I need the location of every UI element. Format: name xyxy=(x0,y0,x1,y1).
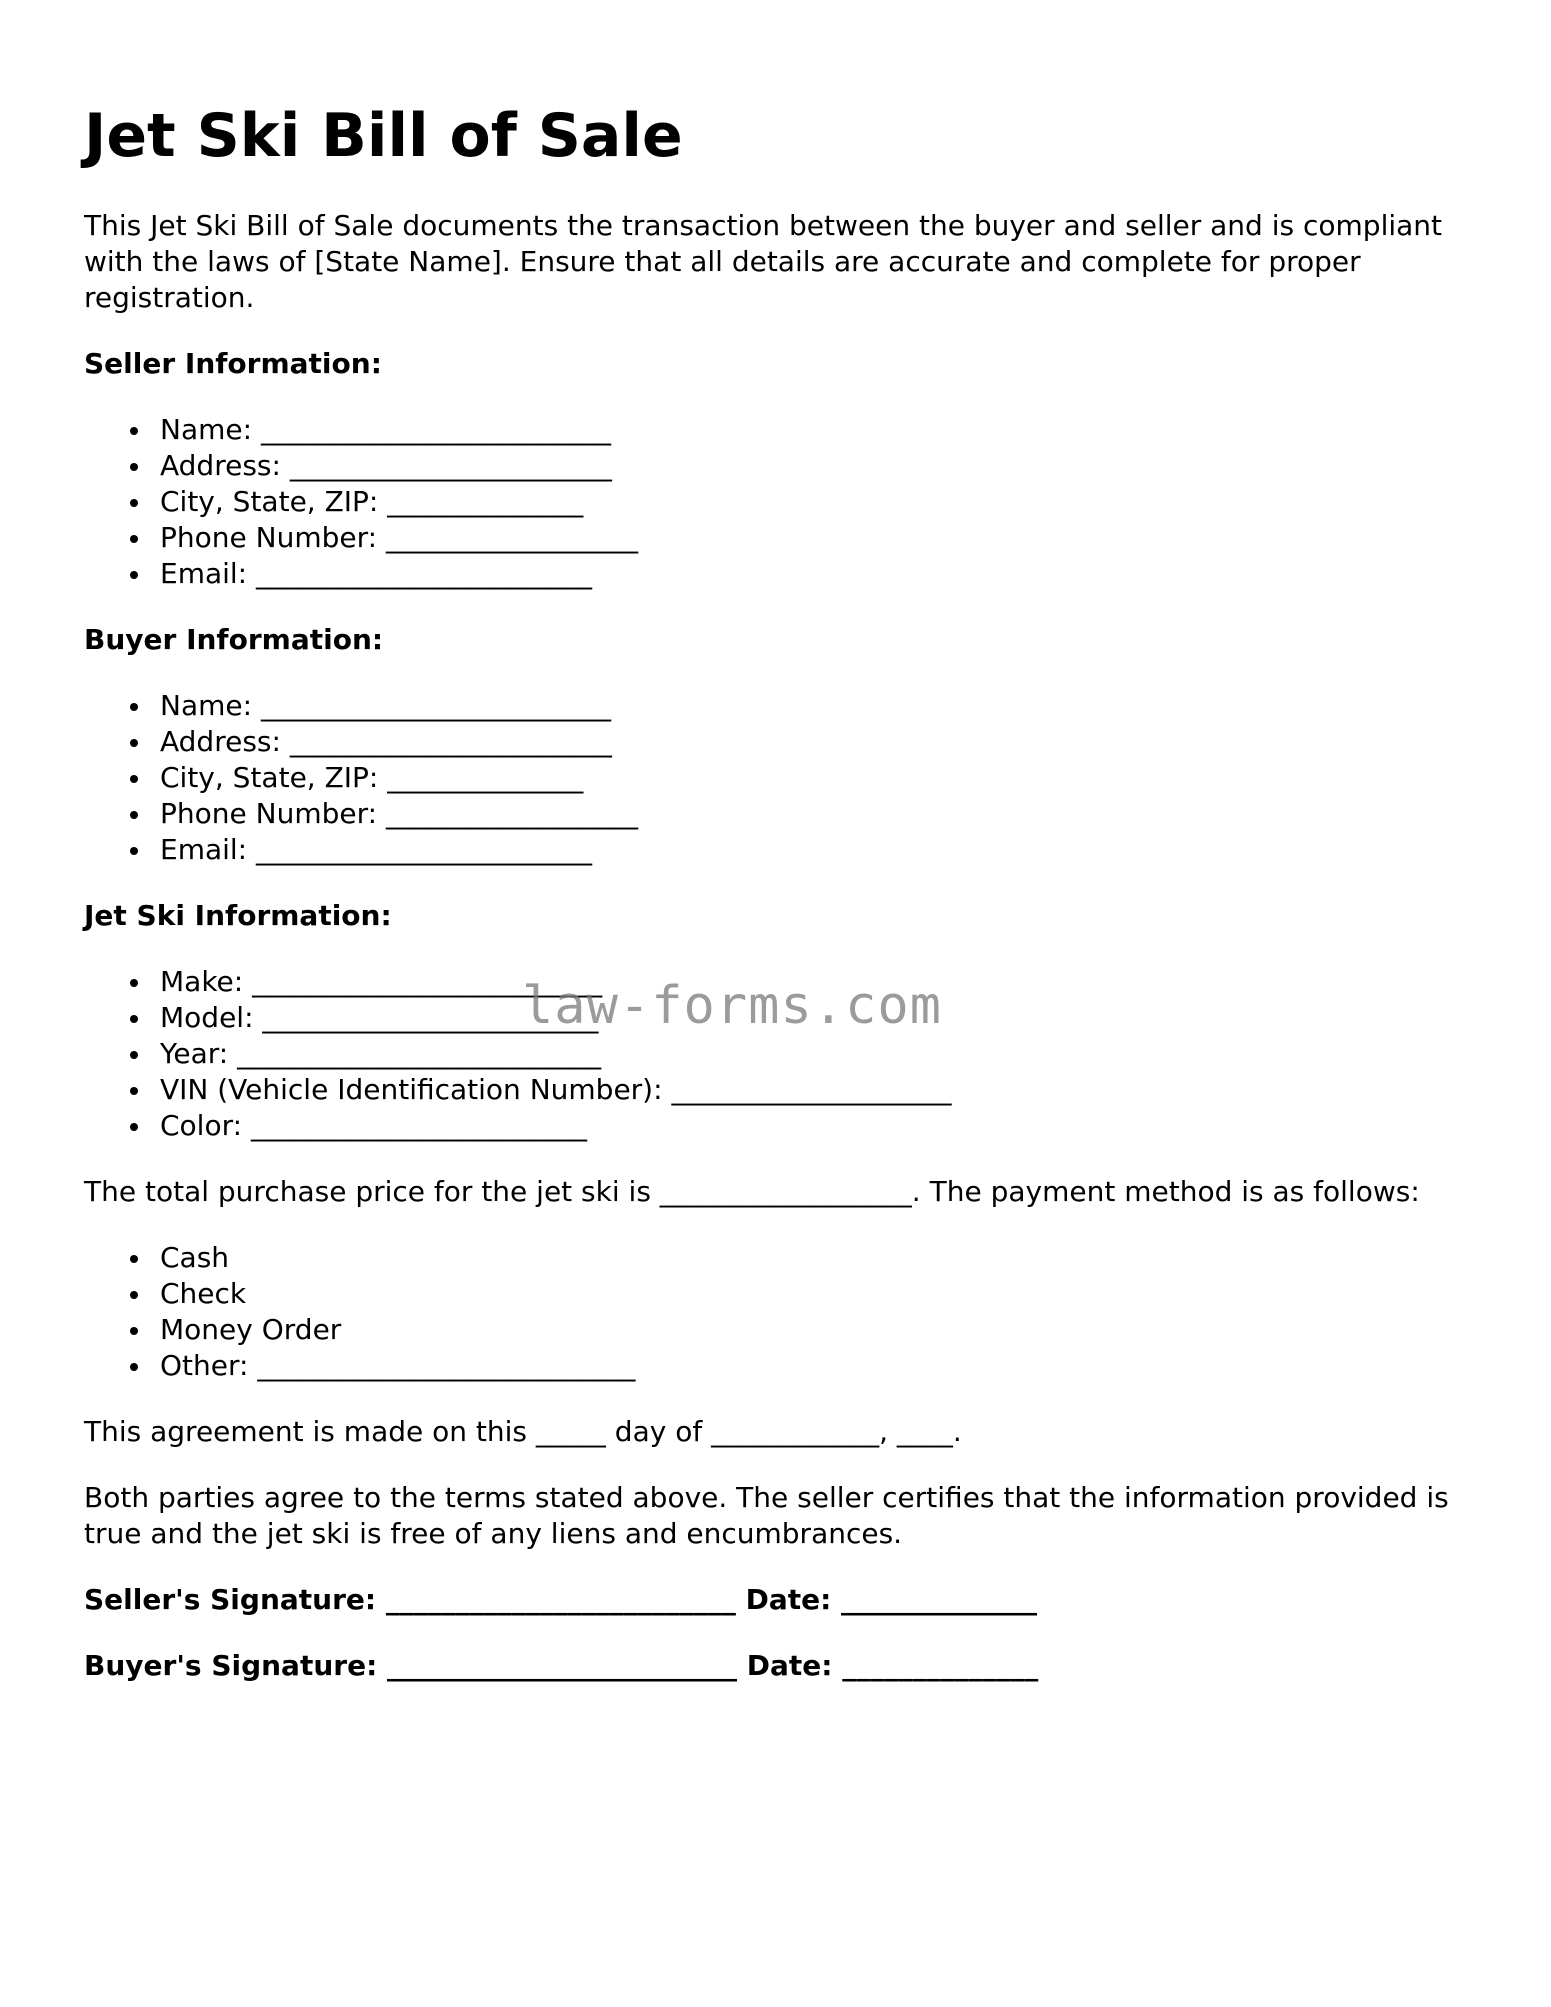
terms-paragraph: Both parties agree to the terms stated above. The seller certifies that the information provided is true and the jet ski is free of any liens and encumbrances. xyxy=(84,1481,1449,1550)
jetski-year-field: Year: __________________________ xyxy=(160,1036,1484,1072)
seller-signature-line: Seller's Signature: _________________________ Date: ______________ xyxy=(84,1583,1038,1616)
payment-method-money-order: Money Order xyxy=(160,1312,1484,1348)
jetski-heading: Jet Ski Information: xyxy=(84,899,392,932)
payment-method-other: Other: ___________________________ xyxy=(160,1348,1484,1384)
document-page xyxy=(84,100,1484,1714)
watermark: law-forms.com xyxy=(522,976,942,1036)
buyer-name-field: Name: _________________________ xyxy=(160,688,1484,724)
buyer-signature-line: Buyer's Signature: _________________________ Date: ______________ xyxy=(84,1649,1039,1682)
seller-phone-field: Phone Number: __________________ xyxy=(160,520,1484,556)
page-title: Jet Ski Bill of Sale xyxy=(84,101,683,171)
purchase-price-paragraph: The total purchase price for the jet ski is __________________. The payment method is as follows: xyxy=(84,1175,1420,1208)
payment-method-cash: Cash xyxy=(160,1240,1484,1276)
buyer-fields-list xyxy=(84,688,1484,868)
seller-city-state-zip-field: City, State, ZIP: ______________ xyxy=(160,484,1484,520)
buyer-heading: Buyer Information: xyxy=(84,623,384,656)
seller-email-field: Email: ________________________ xyxy=(160,556,1484,592)
buyer-address-field: Address: _______________________ xyxy=(160,724,1484,760)
payment-methods-list xyxy=(84,1240,1484,1384)
buyer-phone-field: Phone Number: __________________ xyxy=(160,796,1484,832)
buyer-email-field: Email: ________________________ xyxy=(160,832,1484,868)
jetski-color-field: Color: ________________________ xyxy=(160,1108,1484,1144)
seller-fields-list xyxy=(84,412,1484,592)
buyer-city-state-zip-field: City, State, ZIP: ______________ xyxy=(160,760,1484,796)
seller-address-field: Address: _______________________ xyxy=(160,448,1484,484)
intro-paragraph: This Jet Ski Bill of Sale documents the transaction between the buyer and seller and is compliant with the laws of [State Name]. Ensure that all details are accurate and complete for proper registration. xyxy=(84,209,1443,314)
seller-heading: Seller Information: xyxy=(84,347,382,380)
agreement-date-paragraph: This agreement is made on this _____ day of ____________, ____. xyxy=(84,1415,962,1448)
jetski-model-field: Model: ________________________ xyxy=(160,1000,1484,1036)
seller-name-field: Name: _________________________ xyxy=(160,412,1484,448)
jetski-vin-field: VIN (Vehicle Identification Number): ____________________ xyxy=(160,1072,1484,1108)
payment-method-check: Check xyxy=(160,1276,1484,1312)
jetski-make-field: Make: _________________________ xyxy=(160,964,1484,1000)
